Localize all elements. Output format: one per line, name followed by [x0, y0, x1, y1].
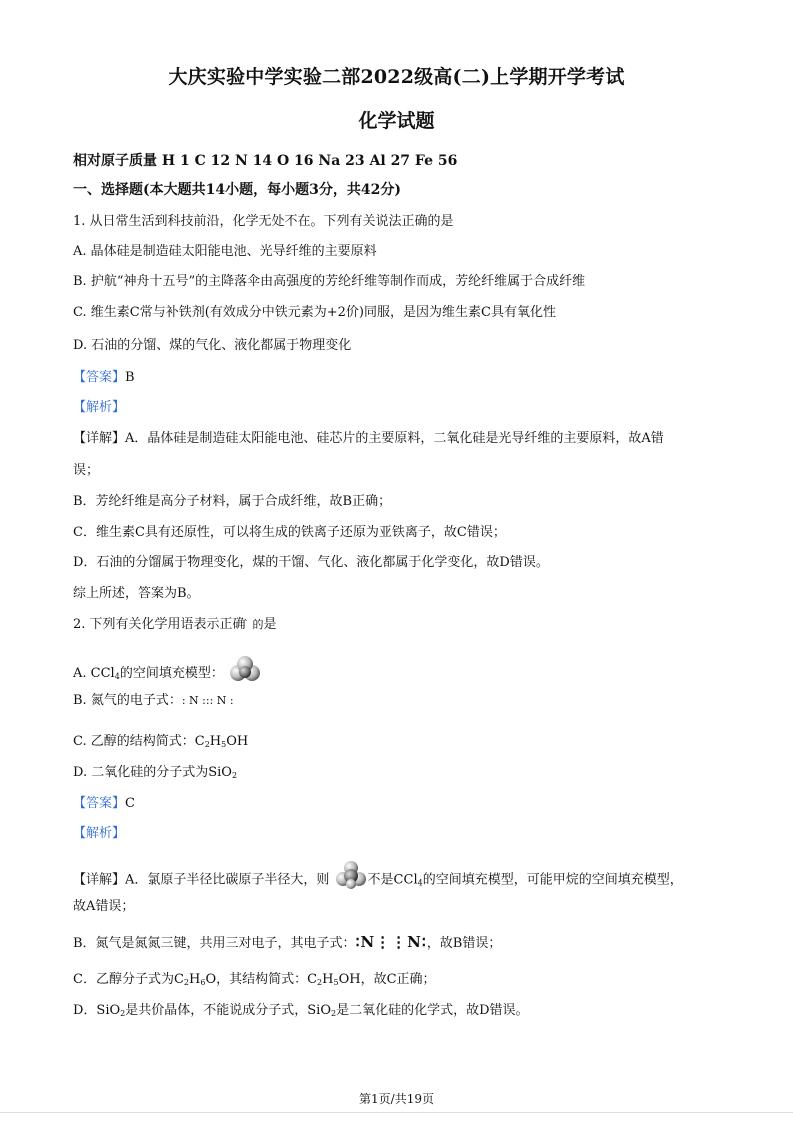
- q1-stem: 1. 从日常生活到科技前沿，化学无处不在。下列有关说法正确的是: [73, 214, 454, 229]
- q2-detail-d: [73, 1002, 529, 1023]
- exam-title: 大庆实验中学实验二部2022级高(二)上学期开学考试: [168, 66, 625, 88]
- detail-a-sub: 4: [417, 878, 423, 888]
- q1-option-d: D. 石油的分馏、煤的气化、液化都属于物理变化: [73, 338, 352, 353]
- q1-detail-a-cont: 误；: [73, 463, 100, 478]
- detail-c-s2: 6: [200, 978, 206, 987]
- q2-option-c: [73, 733, 248, 754]
- detail-d-s2: 2: [330, 1009, 337, 1018]
- space-filling-model-icon: [334, 860, 368, 900]
- q2-option-d: [73, 764, 237, 785]
- answer-value: C: [125, 796, 135, 811]
- q2-a-sub: 4: [114, 672, 120, 681]
- detail-d-post: 是二氧化硅的化学式，故D错误。: [336, 1003, 529, 1018]
- q2-c-mid: H: [209, 734, 222, 749]
- q1-summary: 综上所述，答案为B。: [73, 586, 200, 601]
- detail-tag: 【详解】: [73, 431, 126, 446]
- detail-b-pre: B．氮气是氮氮三键，共用三对电子，其电子式：: [73, 936, 356, 951]
- section-title: 一、选择题(本大题共14小题，每小题3分，共42分): [73, 182, 401, 198]
- q1-answer: [73, 369, 135, 387]
- detail-c-post: OH，故C正确；: [338, 972, 436, 987]
- detail-c-s4: 5: [333, 978, 339, 987]
- answer-value: B: [125, 370, 135, 385]
- answer-tag: 【答案】: [73, 370, 126, 385]
- q1-analysis-tag: 【解析】: [73, 400, 126, 415]
- q2-a-suffix: 的空间填充模型：: [119, 666, 224, 681]
- q2-detail-b: [73, 932, 501, 952]
- q2-detail-a-cont: 故A错误；: [73, 899, 135, 914]
- detail-c-m2: O，其结构简式：C: [205, 972, 318, 987]
- detail-c-s1: 2: [183, 978, 189, 987]
- detail-c-s3: 2: [317, 978, 323, 987]
- q1-detail-a: [73, 430, 664, 448]
- detail-a-pre: A．氯原子半径比碳原子半径大，则: [125, 872, 330, 888]
- detail-a-post: 的空间填充模型，可能甲烷的空间填充模型，: [422, 872, 683, 888]
- q1-option-c: C. 维生素C常与补铁剂(有效成分中铁元素为+2价)同服，是因为维生素C具有氧化性: [73, 305, 556, 320]
- q2-stem-text: 2. 下列有关化学用语表示正确: [73, 617, 246, 632]
- detail-d-s1: 2: [120, 1009, 126, 1018]
- page-number: 第1页/共19页: [359, 1092, 434, 1106]
- q2-detail-a: [73, 860, 683, 886]
- q2-stem: [73, 616, 277, 634]
- q1-detail-d: D．石油的分馏属于物理变化，煤的干馏、气化、液化都属于化学变化，故D错误。: [73, 555, 549, 570]
- detail-c-pre: C．乙醇分子式为C: [73, 972, 184, 987]
- q2-c-prefix: C. 乙醇的结构简式：C: [73, 734, 205, 749]
- q2-detail-c: [73, 971, 436, 992]
- q2-b-formula: : N ::: N :: [181, 694, 234, 707]
- q2-analysis-tag: 【解析】: [73, 826, 126, 841]
- detail-c-m1: H: [189, 972, 201, 987]
- q1-detail-c: C．维生素C具有还原性，可以将生成的铁离子还原为亚铁离子，故C错误；: [73, 525, 506, 540]
- q2-option-a: [73, 655, 262, 679]
- q2-c-sub1: 2: [204, 740, 210, 749]
- q2-d-sub: 2: [231, 771, 238, 780]
- q2-stem-glyph: ̀ 的: [245, 618, 264, 631]
- exam-subtitle: 化学试题: [358, 110, 435, 132]
- q1-detail-b: B．芳纶纤维是高分子材料，属于合成纤维，故B正确；: [73, 494, 392, 509]
- q1-option-a: A. 晶体硅是制造硅太阳能电池、光导纤维的主要原料: [73, 244, 377, 259]
- q2-c-end: OH: [226, 734, 249, 749]
- q2-a-prefix: A. CCl: [73, 666, 115, 681]
- detail-d-pre: D．SiO: [73, 1003, 121, 1018]
- q2-stem-tail: 是: [263, 617, 277, 632]
- detail-a-mid: 不是CCl: [367, 872, 418, 888]
- q2-option-b: [73, 692, 234, 710]
- q2-d-prefix: D. 二氧化硅的分子式为SiO: [73, 765, 232, 780]
- detail-b-formula: ∶N⋮⋮N∶: [355, 933, 427, 951]
- q2-c-sub2: 5: [221, 740, 227, 749]
- detail-b-post: ，故B错误；: [426, 936, 502, 951]
- atomic-mass-line: 相对原子质量 H 1 C 12 N 14 O 16 Na 23 Al 27 Fe 56: [73, 153, 458, 169]
- q2-answer: [73, 795, 135, 813]
- q1-option-b: B. 护航“神舟十五号”的主降落伞由高强度的芳纶纤维等制作而成，芳纶纤维属于合成纤维: [73, 274, 586, 289]
- answer-tag: 【答案】: [73, 796, 126, 811]
- detail-c-m3: H: [322, 972, 334, 987]
- space-filling-model-icon: [228, 655, 262, 692]
- detail-d-mid: 是共价晶体，不能说成分子式，SiO: [125, 1003, 331, 1018]
- detail-a-text: A．晶体硅是制造硅太阳能电池、硅芯片的主要原料，二氧化硅是光导纤维的主要原料，故A错: [125, 431, 664, 446]
- footer-rule: [0, 1112, 793, 1113]
- detail-tag: 【详解】: [73, 872, 126, 888]
- q2-b-prefix: B. 氮气的电子式：: [73, 693, 182, 708]
